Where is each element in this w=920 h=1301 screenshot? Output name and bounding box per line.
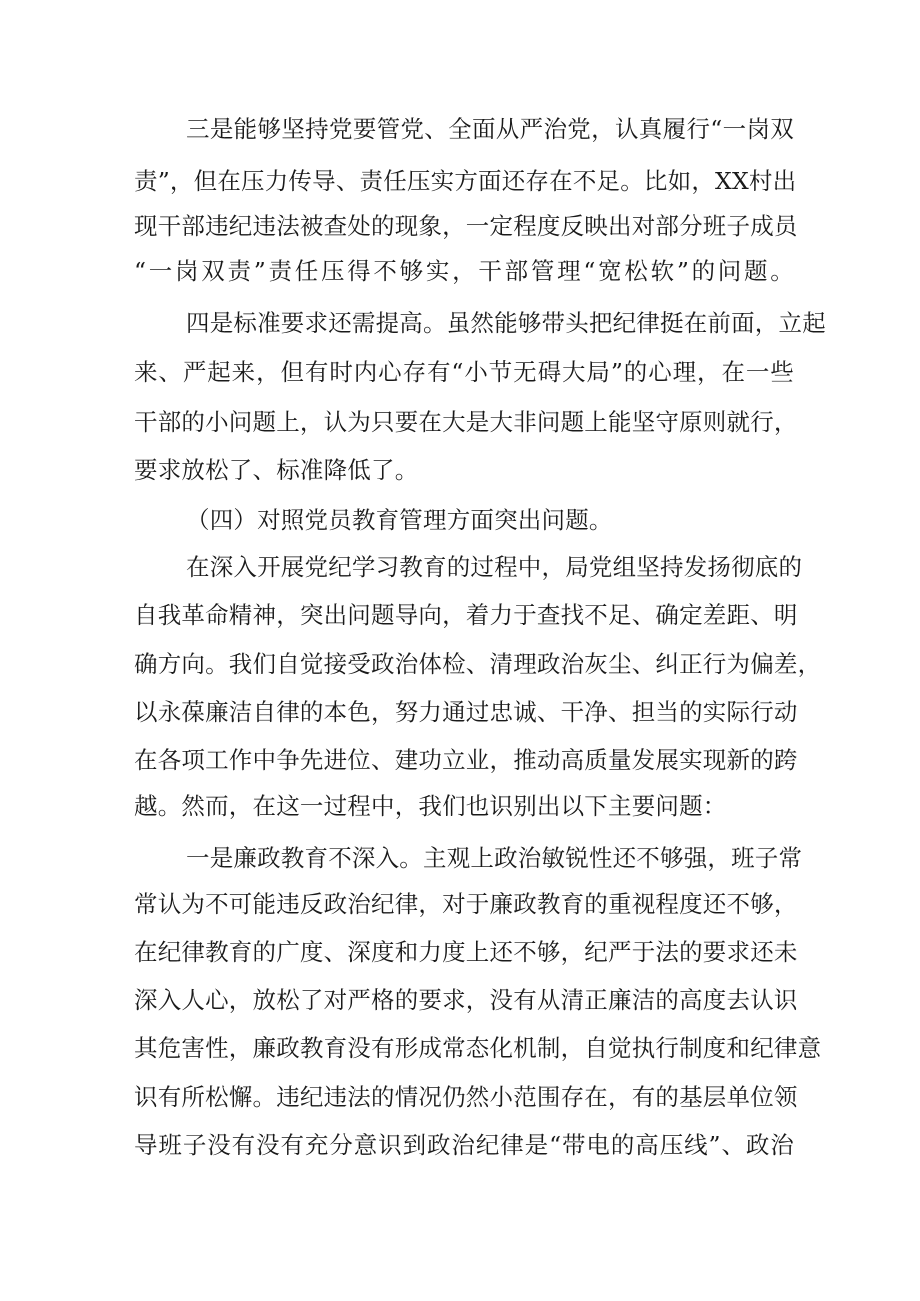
paragraph-line: 识有所松懈。违纪违法的情况仍然小范围存在，有的基层单位领 bbox=[134, 1083, 798, 1111]
paragraph-line: 其危害性，廉政教育没有形成常态化机制，自觉执行制度和纪律意 bbox=[134, 1034, 822, 1062]
paragraph-line: 深入人心，放松了对严格的要求，没有从清正廉洁的高度去认识 bbox=[134, 986, 798, 1014]
paragraph-line: 要求放松了、标准降低了。 bbox=[134, 456, 419, 484]
paragraph-line: 三是能够坚持党要管党、全面从严治党，认真履行“一岗双 bbox=[186, 115, 794, 143]
paragraph-line: 四是标准要求还需提高。虽然能够带头把纪律挺在前面，立起 bbox=[186, 309, 826, 337]
paragraph-line: 干部的小问题上，认为只要在大是大非问题上能坚守原则就行， bbox=[134, 408, 798, 436]
paragraph-line: “一岗双责”责任压得不够实，干部管理“宽松软”的问题。 bbox=[134, 257, 794, 285]
paragraph-line: 导班子没有没有充分意识到政治纪律是“带电的高压线”、政治 bbox=[134, 1131, 794, 1159]
paragraph-line: 一是廉政教育不深入。主观上政治敏锐性还不够强，班子常 bbox=[186, 844, 803, 872]
paragraph-line: 现干部违纪违法被查处的现象，一定程度反映出对部分班子成员 bbox=[134, 212, 798, 240]
section-heading: （四）对照党员教育管理方面突出问题。 bbox=[186, 506, 613, 534]
paragraph-line: 确方向。我们自觉接受政治体检、清理政治灰尘、纠正行为偏差， bbox=[134, 650, 822, 678]
paragraph-line: 越。然而，在这一过程中，我们也识别出以下主要问题： bbox=[134, 792, 727, 820]
paragraph-line: 在纪律教育的广度、深度和力度上还不够，纪严于法的要求还未 bbox=[134, 938, 798, 966]
paragraph-line: 在深入开展党纪学习教育的过程中，局党组坚持发扬彻底的 bbox=[186, 553, 803, 581]
paragraph-line: 以永葆廉洁自律的本色，努力通过忠诚、干净、担当的实际行动 bbox=[134, 698, 798, 726]
paragraph-line: 责”，但在压力传导、责任压实方面还存在不足。比如，XX村出 bbox=[134, 167, 797, 195]
paragraph-line: 在各项工作中争先进位、建功立业，推动高质量发展实现新的跨 bbox=[134, 746, 798, 774]
paragraph-line: 常认为不可能违反政治纪律，对于廉政教育的重视程度还不够， bbox=[134, 890, 798, 918]
paragraph-line: 自我革命精神，突出问题导向，着力于查找不足、确定差距、明 bbox=[134, 601, 798, 629]
paragraph-line: 来、严起来，但有时内心存有“小节无碍大局”的心理，在一些 bbox=[134, 358, 794, 386]
